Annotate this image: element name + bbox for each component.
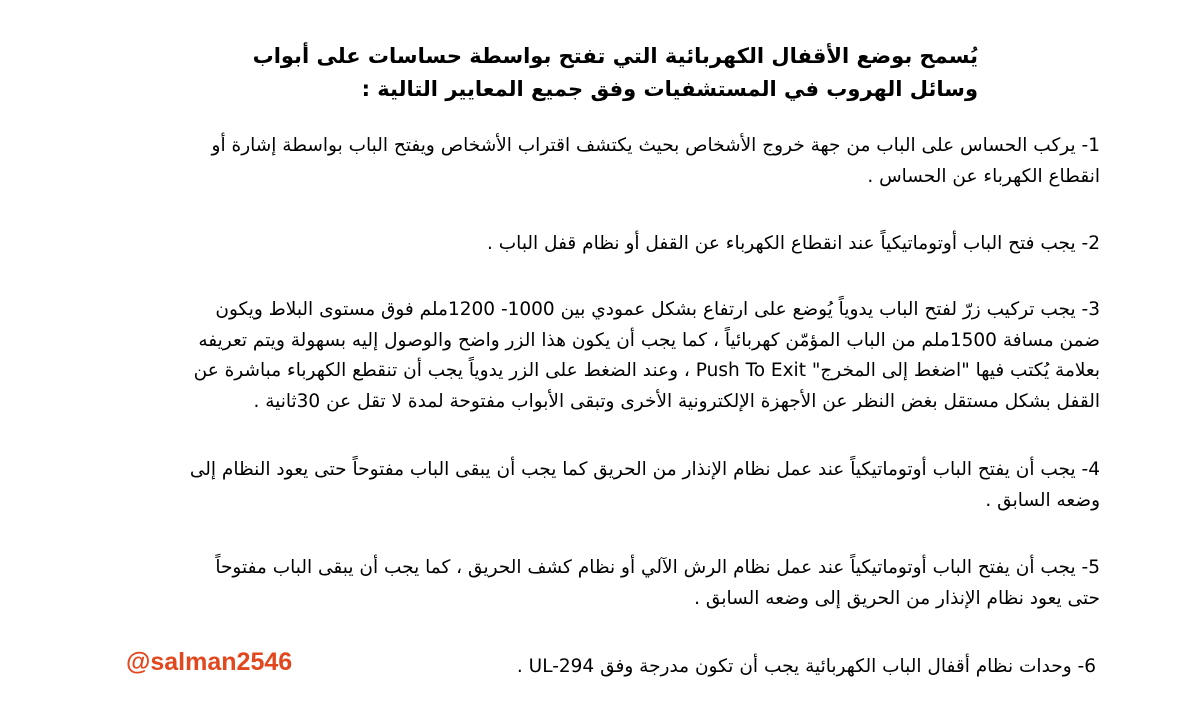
list-item-3 xyxy=(180,295,1100,417)
item-text: يجب أن يفتح الباب أوتوماتيكياً عند عمل نظام الرش الآلي أو نظام كشف الحريق ، كما يجب أن يبقى الباب مفتوحاً حتى يعود نظام الإنذار من الحريق إلى وضعه السابق . xyxy=(215,557,1100,609)
list-item-1 xyxy=(180,131,1100,192)
item-text: وحدات نظام أقفال الباب الكهربائية يجب أن تكون مدرجة وفق UL-294 . xyxy=(516,656,1078,677)
item-text: يجب فتح الباب أوتوماتيكياً عند انقطاع الكهرباء عن القفل أو نظام قفل الباب . xyxy=(487,233,1082,254)
item-number: 1- xyxy=(1081,135,1100,156)
document-heading: يُسمح بوضع الأقفال الكهربائية التي تفتح بواسطة حساسات على أبواب وسائل الهروب في المستشفيات وفق جميع المعايير التالية : xyxy=(252,44,978,101)
item-number: 2- xyxy=(1081,233,1100,254)
list-item-4 xyxy=(180,455,1100,516)
item-number: 3- xyxy=(1081,299,1100,320)
author-handle: @salman2546 xyxy=(126,648,293,676)
list-item-5 xyxy=(180,553,1100,614)
list-item-6 xyxy=(456,652,1096,683)
list-item-2 xyxy=(180,229,1100,260)
item-text: يجب أن يفتح الباب أوتوماتيكياً عند عمل نظام الإنذار من الحريق كما يجب أن يبقى الباب مفتوحاً حتى يعود النظام إلى وضعه السابق . xyxy=(189,459,1100,511)
item-text: يركب الحساس على الباب من جهة خروج الأشخاص بحيث يكتشف اقتراب الأشخاص ويفتح الباب بواسطة إشارة أو انقطاع الكهرباء عن الحساس . xyxy=(211,135,1100,187)
item-number: 6- xyxy=(1077,656,1096,677)
item-number: 4- xyxy=(1081,459,1100,480)
item-text: يجب تركيب زرّ لفتح الباب يدوياً يُوضع على ارتفاع بشكل عمودي بين 1000- 1200ملم فوق مستوى البلاط ويكون ضمن مسافة 1500ملم من الباب المؤمّن كهربائياً ، كما يجب أن يكون هذا الزر واضح والوصول إليه بسهولة ويتم تعريفه بعلامة يُكتب فيها "اضغط إلى المخرج" Push To Exit ، وعند الضغط على الزر يدوياً يجب أن تنقطع الكهرباء مباشرة عن القفل بشكل مستقل بغض النظر عن الأجهزة الإلكترونية الأخرى وتبقى الأبواب مفتوحة لمدة لا تقل عن 30ثانية . xyxy=(193,299,1100,412)
item-number: 5- xyxy=(1081,557,1100,578)
